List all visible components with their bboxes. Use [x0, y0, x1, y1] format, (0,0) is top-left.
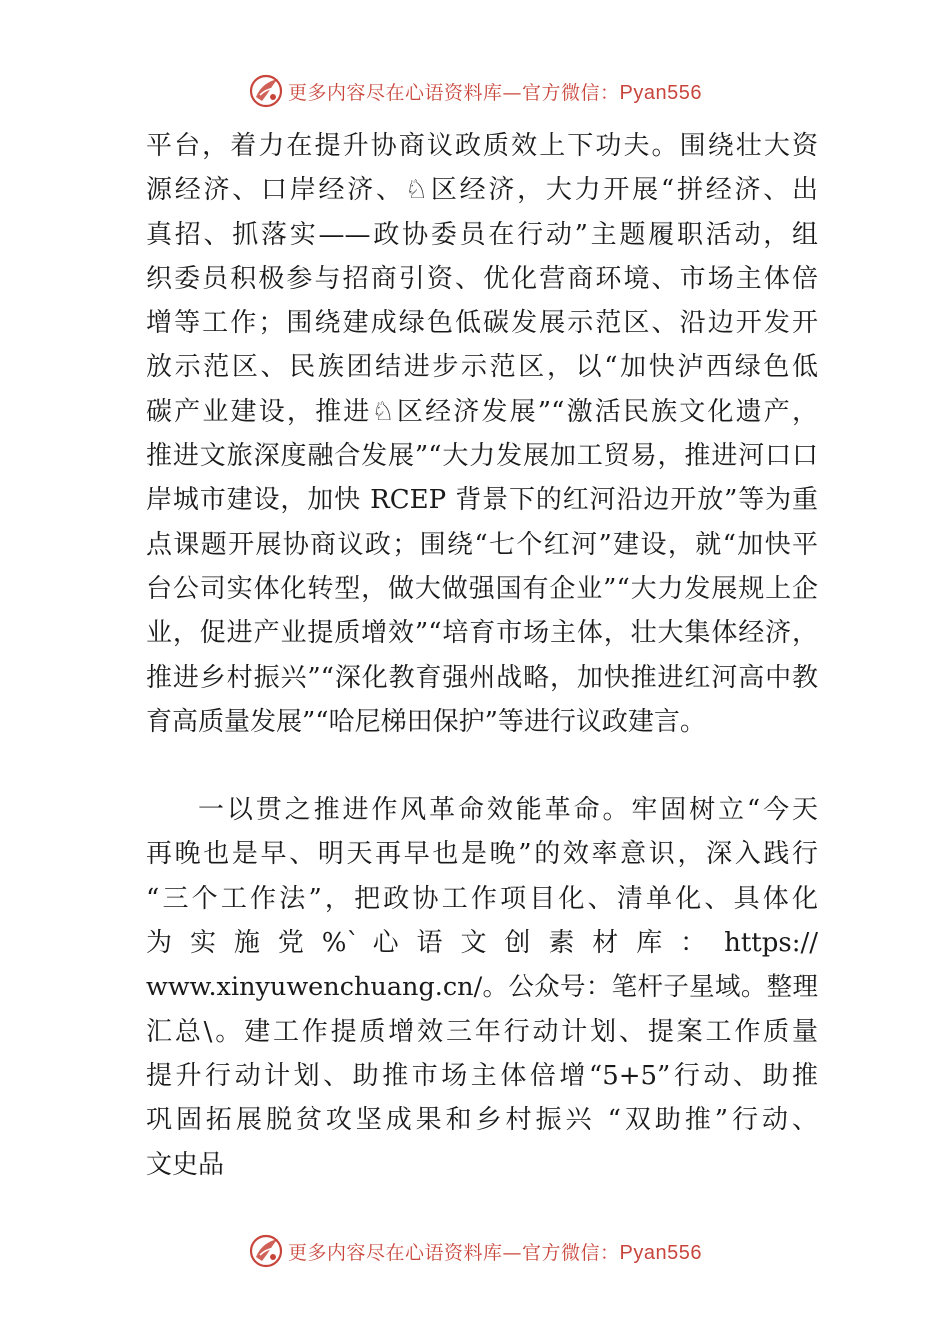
paragraph-gap [146, 744, 818, 788]
watermark-text: 更多内容尽在心语资料库—官方微信：Pyan556 [288, 1241, 702, 1264]
text-line: 文史品 [146, 1149, 225, 1180]
text-line: 汇总\。建工作提质增效三年行动计划、提案工作质量 [146, 1016, 818, 1047]
text-line: 源经济、口岸经济、♘区经济，大力开展“拼经济、出 [146, 175, 818, 206]
header-watermark [0, 66, 950, 116]
text-line: 点课题开展协商议政；围绕“七个红河”建设，就“加快平 [146, 529, 818, 560]
text-line: 再晚也是早、明天再早也是晚”的效率意识，深入践行 [146, 839, 818, 870]
text-line: 一以贯之推进作风革命效能革命。牢固树立“今天 [198, 795, 818, 826]
text-line: 巩固拓展脱贫攻坚成果和乡村振兴 “双助推”行动、 [146, 1105, 818, 1136]
paragraph-1 [146, 124, 818, 744]
text-line: 增等工作；围绕建成绿色低碳发展示范区、沿边开发开 [146, 308, 818, 339]
text-line: “三个工作法”，把政协工作项目化、清单化、具体化 [146, 883, 818, 914]
document-body [146, 124, 818, 1187]
footer-watermark [0, 1226, 950, 1276]
text-line: 推进文旅深度融合发展”“大力发展加工贸易，推进河口口 [146, 441, 818, 472]
text-line: 真招、抓落实——政协委员在行动”主题履职活动，组 [146, 219, 818, 250]
flame-seal-logo-icon [248, 73, 284, 109]
paragraph-2 [146, 788, 818, 1187]
text-line: 为 实 施 党 %` 心 语 文 创 素 材 库 ： https:// [146, 928, 818, 959]
text-line: 提升行动计划、助推市场主体倍增“5+5”行动、助推 [146, 1060, 818, 1091]
text-line: www.xinyuwenchuang.cn/。公众号：笔杆子星域。整理 [146, 972, 818, 1003]
watermark-text: 更多内容尽在心语资料库—官方微信：Pyan556 [288, 81, 702, 104]
text-line: 台公司实体化转型，做大做强国有企业”“大力发展规上企 [146, 573, 818, 604]
text-line: 碳产业建设，推进♘区经济发展”“激活民族文化遗产， [146, 396, 818, 427]
text-line: 推进乡村振兴”“深化教育强州战略，加快推进红河高中教 [146, 662, 818, 693]
text-line: 放示范区、民族团结进步示范区，以“加快泸西绿色低 [146, 352, 818, 383]
flame-seal-logo-icon [248, 1233, 284, 1269]
text-line: 平台，着力在提升协商议政质效上下功夫。围绕壮大资 [146, 131, 818, 161]
text-line: 业，促进产业提质增效”“培育市场主体，壮大集体经济， [146, 618, 818, 649]
text-line: 育高质量发展”“哈尼梯田保护”等进行议政建言。 [146, 706, 706, 737]
text-line: 织委员积极参与招商引资、优化营商环境、市场主体倍 [146, 263, 818, 294]
text-line: 岸城市建设，加快 RCEP 背景下的红河沿边开放”等为重 [146, 485, 818, 516]
